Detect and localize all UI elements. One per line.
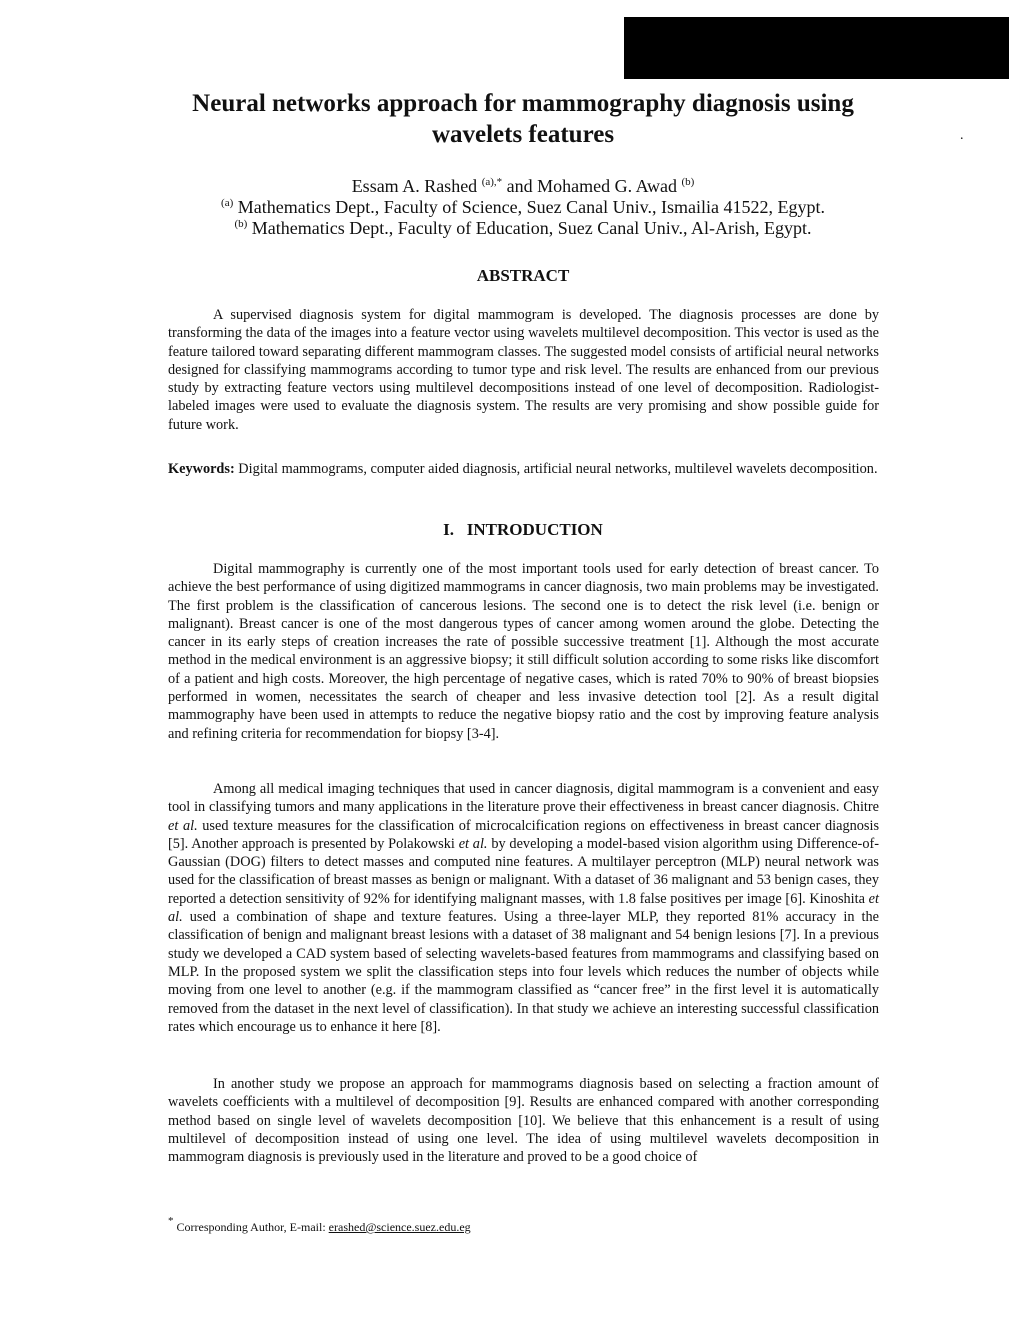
intro-p2-etal-3: et al.: [168, 890, 879, 926]
author-line: [120, 176, 926, 197]
intro-p2-part-c: by developing a model-based vision algorithm using Difference-of-Gaussian (DOG) filters to detect masses and computed nine features. A multilayer perceptron (MLP) neural network was used for the classification of breast masses as benign or malignant. With a dataset of 36 malignant and 53 benign cases, they reported a detection sensitivity of 92% for identifying malignant masses, with 1.8 false positives per image [6]. Kinoshita: [168, 835, 879, 907]
abstract-text: A supervised diagnosis system for digital mammogram is developed. The diagnosis processes are done by transforming the data of the images into a feature vector using wavelets multilevel decomposition. This vector is used as the feature tailored toward separating different mammogram classes. The suggested model consists of artificial neural networks designed for classifying mammograms according to tumor type and risk level. The results are enhanced from our previous study by extracting feature vectors using multilevel decompositions instead of one level of decomposition. Radiologist-labeled images were used to evaluate the diagnosis system. The results are very promising and show possible guide for future work.: [168, 307, 879, 433]
intro-p2-part-d: used a combination of shape and texture features. Using a three-layer MLP, they reported 81% accuracy in the classification of benign and malignant breast lesions with a dataset of 38 malignant and 54 benign lesions [7]. In a previous study we developed a CAD system based of selecting wavelets-based features from mammograms and classifying based on MLP. In the proposed system we split the classification steps into four levels which reduces the number of objects while moving from one level to another (e.g. if the mammogram classified as “cancer free” in the first level it is automatically removed from the dataset in the next level of classification). In that study we achieve an interesting successful classification rates which encourage us to enhance it here [8].: [168, 909, 879, 1035]
title-line-2: wavelets features: [431, 121, 615, 148]
author-1: Essam A. Rashed: [351, 176, 478, 196]
footnote: [168, 1215, 471, 1235]
keywords-paragraph: [168, 460, 879, 478]
affiliation-b-mark: (b): [234, 218, 248, 230]
keywords-text: Digital mammograms, computer aided diagnosis, artificial neural networks, multilevel wavelets decomposition.: [234, 461, 878, 477]
keywords-label: Keywords:: [168, 461, 235, 477]
redaction-box: [624, 17, 1009, 79]
author-2: Mohamed G. Awad: [537, 176, 677, 196]
affiliation-b: [120, 218, 926, 239]
author-1-affiliation-mark: (a),*: [481, 176, 503, 188]
paper-title: [120, 88, 926, 150]
author-block: [120, 176, 926, 239]
author-conjunction: and: [502, 176, 538, 196]
intro-paragraph-3: In another study we propose an approach for mammograms diagnosis based on selecting a fraction amount of wavelets coefficients with a multilevel of decomposition [9]. Results are enhanced compared with another corresponding method based on single level of wavelets decomposition [10]. We believe that this enhancement is a result of using multilevel of decomposition instead of using one level. The idea of using multilevel wavelets decomposition in mammogram diagnosis is previously used in the literature and proved to be a good choice of: [168, 1076, 879, 1166]
intro-p2-etal-2: et al.: [458, 835, 488, 852]
abstract-heading: ABSTRACT: [476, 266, 570, 285]
affiliation-b-text: Mathematics Dept., Faculty of Education, Suez Canal Univ., Al-Arish, Egypt.: [251, 218, 812, 238]
intro-p2-etal-1: et al.: [168, 817, 198, 834]
author-2-affiliation-mark: (b): [681, 176, 695, 188]
intro-p2-part-a: Among all medical imaging techniques that used in cancer diagnosis, digital mammogram is a convenient and easy tool in classifying tumors and many applications in the literature prove their effectiveness in breast cancer diagnosis. Chitre: [168, 781, 879, 816]
footnote-text: Corresponding Author, E-mail:: [173, 1220, 329, 1234]
margin-dot: .: [960, 128, 964, 143]
title-line-1: Neural networks approach for mammography diagnosis using: [192, 90, 854, 117]
footnote-mark: *: [168, 1215, 174, 1227]
affiliation-a-mark: (a): [221, 197, 234, 209]
intro-paragraph-2: [168, 780, 879, 1036]
affiliation-a-text: Mathematics Dept., Faculty of Science, Suez Canal Univ., Ismailia 41522, Egypt.: [237, 197, 825, 217]
introduction-heading: I. INTRODUCTION: [443, 520, 603, 539]
intro-paragraph-1: Digital mammography is currently one of the most important tools used for early detection of breast cancer. To achieve the best performance of using digitized mammograms in cancer diagnosis, two main problems may be investigated. The first problem is the classification of cancerous lesions. The second one is to detect the risk level (i.e. benign or malignant). Breast cancer is one of the most dangerous types of cancer among women around the globe. Detecting the cancer in its early steps of creation increases the rate of possible successive treatment [1]. Although the most accurate method in the medical environment is an aggressive biopsy; it still difficult solution according to some risks like discomfort of a patient and high costs. Moreover, the high percentage of negative cases, which is rated 70% to 90% of breast biopsies performed in women, necessitates the search of cheaper and less invasive detection tool [2]. As a result digital mammography have been used in attempts to reduce the negative biopsy ratio and the cost by improving feature analysis and refining criteria for recommendation for biopsy [3-4].: [168, 561, 879, 742]
affiliation-a: [120, 197, 926, 218]
email-link[interactable]: erashed@science.suez.edu.eg: [328, 1220, 471, 1234]
intro-p2-part-b: used texture measures for the classification of microcalcification regions on effectiveness in breast cancer diagnosis [5]. Another approach is presented by Polakowski: [168, 817, 880, 852]
